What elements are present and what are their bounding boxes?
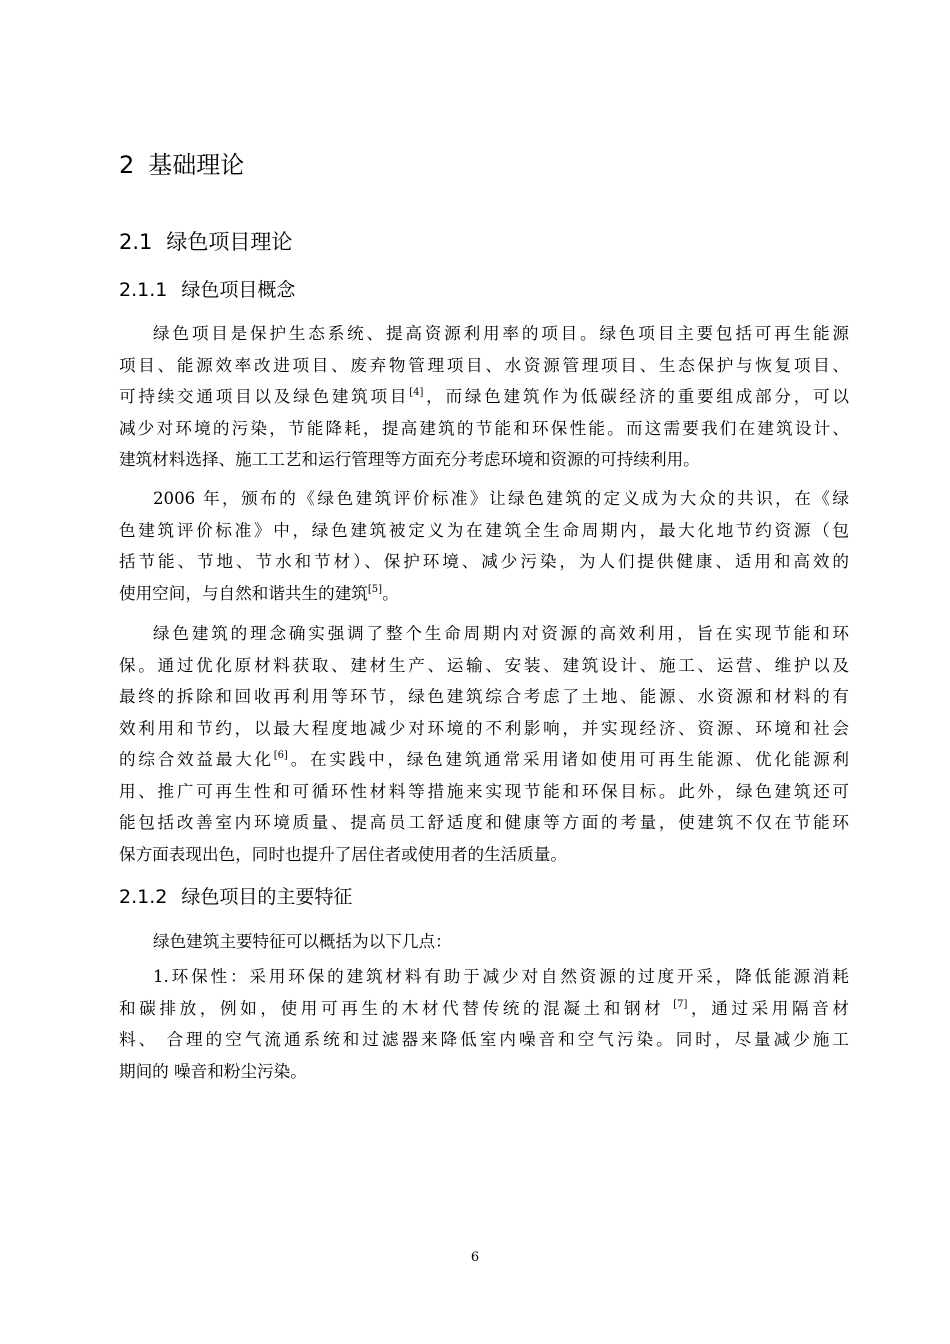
subsection-title: 绿色项目概念 bbox=[181, 279, 296, 301]
text-line: 1.环保性：采用环保的建筑材料有助于减少对自然资源的过度开采，降低能源消耗 bbox=[153, 967, 849, 986]
paragraph-5 bbox=[119, 961, 849, 1087]
section-number: 2.1 bbox=[119, 230, 153, 254]
chapter-title: 基础理论 bbox=[148, 151, 245, 179]
text-line: 建筑材料选择、施工工艺和运行管理等方面充分考虑环境和资源的可持续利用。 bbox=[119, 450, 700, 469]
subsection-title: 绿色项目的主要特征 bbox=[181, 886, 353, 908]
text-segment: 的综合效益最大化 bbox=[119, 750, 274, 769]
subsection-heading-1 bbox=[119, 276, 295, 304]
text-line: 保方面表现出色，同时也提升了居住者或使用者的生活质量。 bbox=[119, 844, 568, 864]
text-line bbox=[119, 381, 849, 413]
text-segment: ，而绿色建筑作为低碳经济的重要组成部分，可以 bbox=[423, 387, 850, 406]
paragraph-4 bbox=[119, 926, 849, 958]
paragraph-3 bbox=[119, 618, 849, 870]
text-line: 用、推广可再生性和可循环性材料等措施来实现节能和环保目标。此外，绿色建筑还可 bbox=[119, 781, 849, 801]
paragraph-1 bbox=[119, 318, 849, 476]
paragraph-2 bbox=[119, 483, 849, 609]
section-heading bbox=[119, 227, 292, 257]
text-line bbox=[119, 744, 849, 776]
text-line: 保。通过优化原材料获取、建材生产、运输、安装、建筑设计、施工、运营、维护以及 bbox=[119, 655, 849, 675]
text-line: 绿色项目是保护生态系统、提高资源利用率的项目。绿色项目主要包括可再生能源 bbox=[153, 324, 849, 343]
text-line: 最终的拆除和回收再利用等环节，绿色建筑综合考虑了土地、能源、水资源和材料的有 bbox=[119, 687, 849, 706]
text-line: 色建筑评价标准》中，绿色建筑被定义为在建筑全生命周期内，最大化地节约资源（包 bbox=[119, 520, 849, 540]
text-line: 绿色建筑的理念确实强调了整个生命周期内对资源的高效利用，旨在实现节能和环 bbox=[153, 624, 849, 643]
subsection-number: 2.1.1 bbox=[119, 279, 168, 301]
text-line: 料、 合理的空气流通系统和过滤器来降低室内噪音和空气污染。同时，尽量减少施工 bbox=[119, 1030, 849, 1049]
text-line: 效利用和节约，以最大程度地减少对环境的不利影响，并实现经济、资源、环境和社会 bbox=[119, 718, 849, 738]
subsection-number: 2.1.2 bbox=[119, 886, 168, 908]
text-line: 括节能、节地、节水和节材）、保护环境、减少污染，为人们提供健康、适用和高效的 bbox=[119, 552, 849, 571]
chapter-heading bbox=[119, 148, 244, 182]
text-line bbox=[119, 578, 849, 610]
text-line: 能包括改善室内环境质量、提高员工舒适度和健康等方面的考量，使建筑不仅在节能环 bbox=[119, 813, 849, 832]
text-segment: 可持续交通项目以及绿色建筑项目 bbox=[119, 387, 410, 406]
text-segment: 和碳排放，例如，使用可再生的木材代替传统的混凝土和钢材 bbox=[119, 998, 674, 1018]
section-title: 绿色项目理论 bbox=[166, 230, 293, 254]
text-line: 绿色建筑主要特征可以概括为以下几点： bbox=[153, 932, 452, 951]
page-number: 6 bbox=[470, 1250, 480, 1265]
text-line: 2006 年，颁布的《绿色建筑评价标准》让绿色建筑的定义成为大众的共识，在《绿 bbox=[153, 489, 849, 508]
text-line: 项目、能源效率改进项目、废弃物管理项目、水资源管理项目、生态保护与恢复项目、 bbox=[119, 355, 849, 375]
subsection-heading-2 bbox=[119, 883, 352, 911]
text-segment: 。在实践中，绿色建筑通常采用诸如使用可再生能源、优化能源利 bbox=[287, 750, 850, 769]
citation-ref: [6] bbox=[273, 750, 288, 761]
text-line bbox=[119, 993, 849, 1025]
text-line: 减少对环境的污染，节能降耗，提高建筑的节能和环保性能。而这需要我们在建筑设计、 bbox=[119, 418, 849, 438]
text-segment: 。 bbox=[382, 583, 399, 603]
text-segment: 使用空间，与自然和谐共生的建筑 bbox=[119, 583, 368, 603]
citation-ref: [4] bbox=[409, 387, 424, 398]
chapter-number: 2 bbox=[119, 151, 135, 179]
citation-ref: [5] bbox=[367, 583, 383, 595]
text-line: 期间的 噪音和粉尘污染。 bbox=[119, 1061, 307, 1081]
text-segment: ，通过采用隔音材 bbox=[687, 998, 849, 1018]
citation-ref: [7] bbox=[673, 998, 688, 1010]
